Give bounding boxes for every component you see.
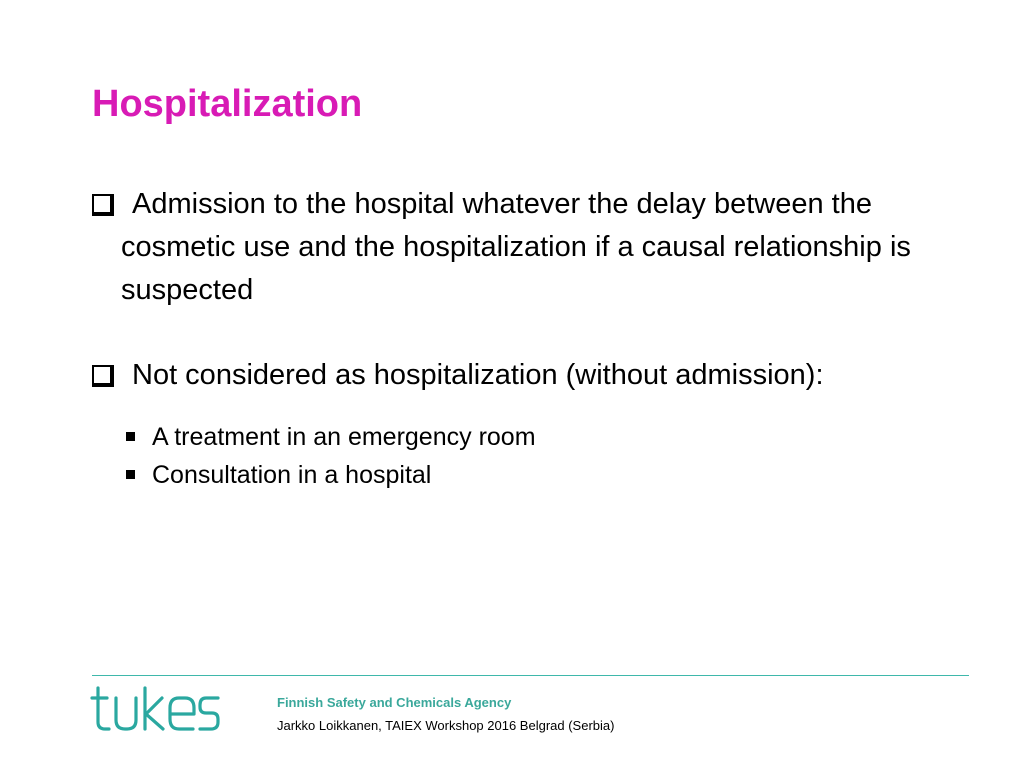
sub-bullet-text: Consultation in a hospital xyxy=(152,461,432,489)
slide-title: Hospitalization xyxy=(92,83,363,125)
sub-bullet-text: A treatment in an emergency room xyxy=(152,423,536,451)
bullet-item xyxy=(92,183,952,312)
bullet-text: Not considered as hospitalization (without admission): xyxy=(132,359,824,391)
square-bullet-icon xyxy=(126,470,135,479)
sub-bullet-item xyxy=(124,418,824,456)
tukes-logo xyxy=(90,684,220,734)
square-bullet-icon xyxy=(126,432,135,441)
footer-info: Jarkko Loikkanen, TAIEX Workshop 2016 Belgrad (Serbia) xyxy=(277,718,615,733)
checkbox-icon xyxy=(92,365,114,387)
bullet-item xyxy=(92,354,952,397)
footer-agency: Finnish Safety and Chemicals Agency xyxy=(277,695,512,710)
sub-bullet-list xyxy=(124,418,824,494)
bullet-text: Admission to the hospital whatever the delay between the cosmetic use and the hospitalization if a causal relationship is suspected xyxy=(121,188,911,306)
checkbox-icon xyxy=(92,194,114,216)
sub-bullet-item xyxy=(124,456,824,494)
footer-divider xyxy=(92,675,969,676)
